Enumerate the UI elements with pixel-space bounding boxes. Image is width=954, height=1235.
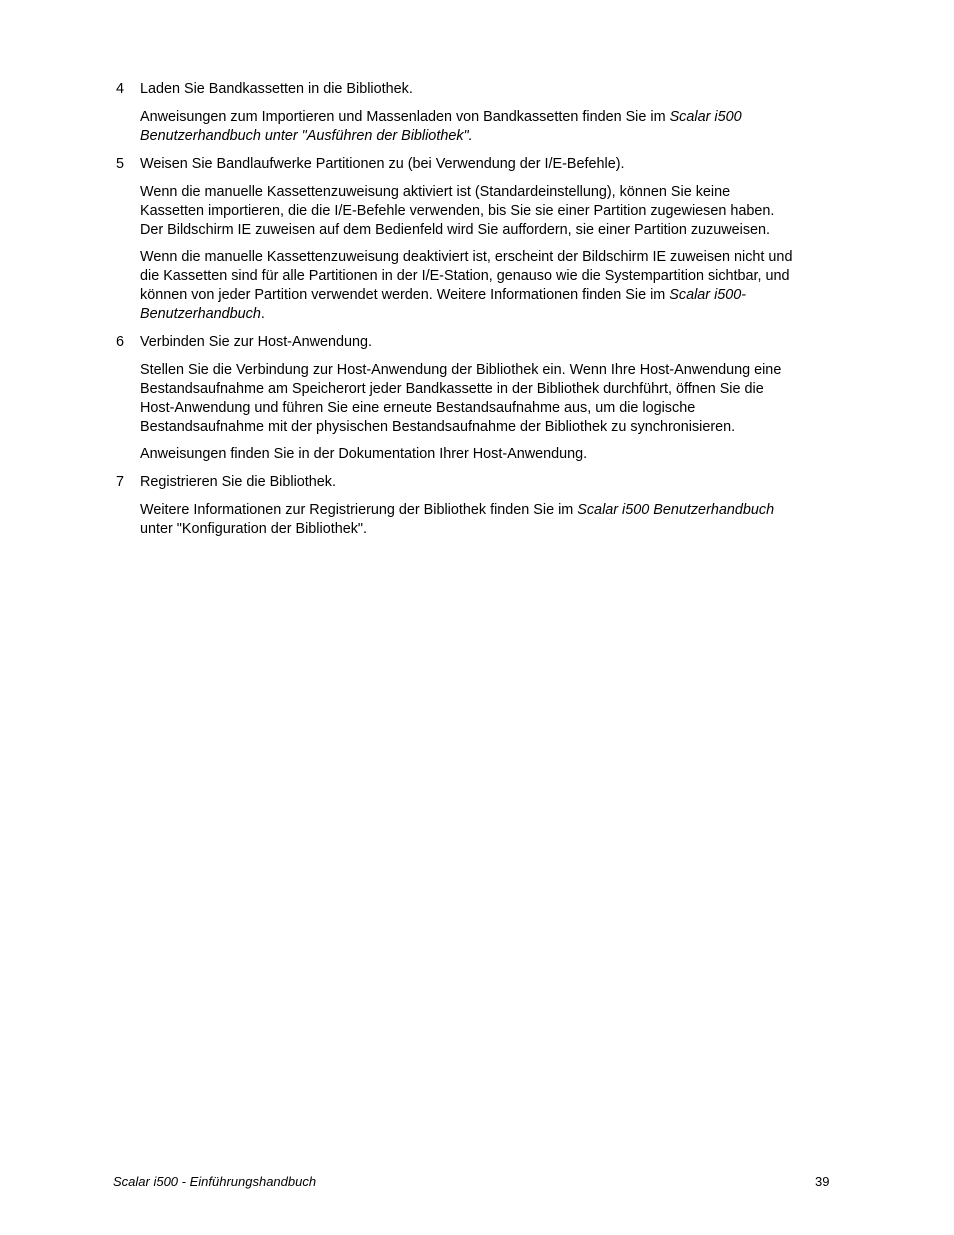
step-title: Laden Sie Bandkassetten in die Bibliothek.: [140, 81, 413, 97]
manual-reference: Scalar i500 Benutzerhandbuch: [577, 502, 775, 518]
manual-reference: Benutzerhandbuch unter "Ausführen der Bibliothek".: [140, 128, 473, 144]
paragraph-text: Anweisungen zum Importieren und Massenladen von Bandkassetten finden Sie im: [140, 109, 670, 125]
step-title: Verbinden Sie zur Host-Anwendung: [140, 334, 368, 350]
step-6-paragraph-1: [140, 361, 845, 437]
step-title: Weisen Sie Bandlaufwerke Partitionen zu (bei Verwendung der I/E-Befehle).: [140, 156, 625, 172]
paragraph-line: Bestandsaufnahme mit der physischen Bestandsaufnahme der Bibliothek zu synchronisieren.: [140, 419, 736, 435]
product-name: Scalar i500-: [669, 287, 747, 303]
paragraph-line: Kassetten importieren, die die I/E-Befehle verwenden, bis Sie sie einer Partition zugewiesen haben.: [140, 203, 775, 219]
step-5-paragraph-1: [140, 183, 845, 240]
paragraph-line: Stellen Sie die Verbindung zur Host-Anwendung der Bibliothek ein. Wenn Ihre Host-Anwendung eine: [140, 362, 782, 378]
step-number: 4: [116, 81, 125, 97]
step-6-heading: 6 Verbinden Sie zur Host-Anwendung.: [116, 334, 372, 350]
step-4-paragraph-1: [140, 108, 845, 146]
step-5-heading: [116, 155, 846, 174]
paragraph-line: Wenn die manuelle Kassettenzuweisung aktiviert ist (Standardeinstellung), können Sie keine: [140, 184, 731, 200]
step-number: 6: [116, 334, 125, 350]
step-number: 5: [116, 156, 125, 172]
manual-reference: Benutzerhandbuch: [140, 306, 261, 322]
step-5-paragraph-2: Wenn die manuelle Kassettenzuweisung deaktiviert ist, erscheint der Bildschirm IE zuweisen nicht und die Kassetten sind für alle Partitionen in der I/E-Station, genauso wie die Systempartition sichtbar, und können von jeder Partition verwendet werden. Weitere Informationen finden Sie im Scalar i500- Benutzerhandbuch.: [140, 248, 845, 324]
paragraph-line: Wenn die manuelle Kassettenzuweisung deaktiviert ist, erscheint der Bildschirm IE zuweisen nicht und: [140, 249, 793, 265]
paragraph-line: Anweisungen finden Sie in der Dokumentation Ihrer Host-Anwendung.: [140, 446, 588, 462]
product-name: Scalar i500: [669, 109, 742, 125]
step-4-heading: [116, 80, 846, 99]
paragraph-line: unter "Konfiguration der Bibliothek".: [140, 521, 368, 537]
step-7-paragraph-1: [140, 501, 845, 539]
paragraph-line: die Kassetten sind für alle Partitionen in der I/E-Station, genauso wie die Systempartition sichtbar, und: [140, 268, 790, 284]
step-7-heading: 7 Registrieren Sie die Bibliothek.: [116, 474, 336, 490]
step-6-paragraph-2: [140, 445, 845, 464]
page-number: 39: [815, 1174, 830, 1189]
step-number: 7: [116, 474, 125, 490]
step-title: Registrieren Sie die Bibliothek: [140, 474, 332, 490]
paragraph-text: Weitere Informationen zur Registrierung der Bibliothek finden Sie im: [140, 502, 578, 518]
paragraph-line: Der Bildschirm IE zuweisen auf dem Bedienfeld wird Sie auffordern, sie einer Partition zuzuweisen.: [140, 222, 771, 238]
paragraph-line: Host-Anwendung und führen Sie eine erneute Bestandsaufnahme aus, um die logische: [140, 400, 696, 416]
paragraph-text: können von jeder Partition verwendet werden. Weitere Informationen finden Sie im: [140, 287, 670, 303]
footer-title: Scalar i500 - Einführungshandbuch: [113, 1174, 317, 1189]
paragraph-line: Bestandsaufnahme am Speicherort jeder Bandkassette in der Bibliothek durchführt, öffnen Sie die: [140, 381, 764, 397]
